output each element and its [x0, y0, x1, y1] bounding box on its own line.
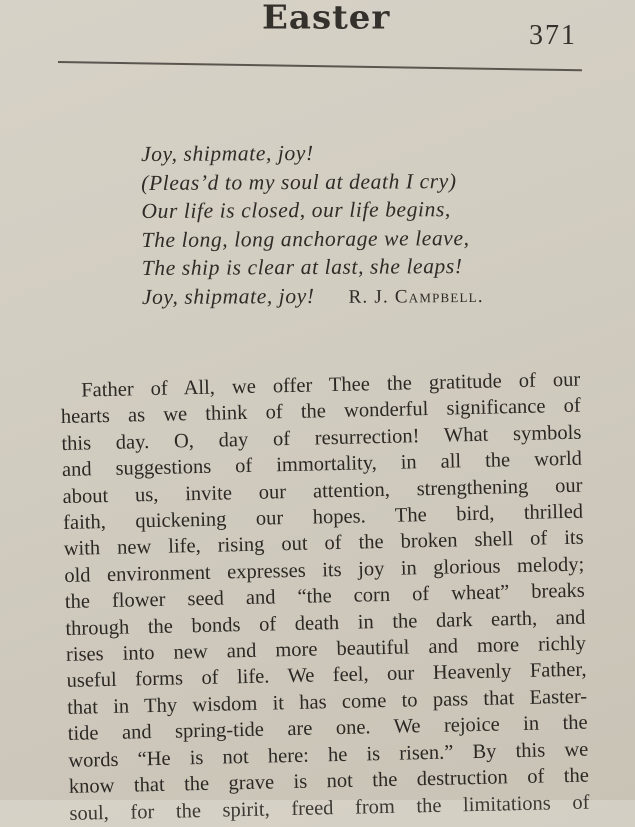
- running-head-title: Easter: [262, 0, 391, 37]
- poem-line: (Pleas’d to my soul at death I cry): [141, 168, 457, 195]
- poem-attribution: R. J. Campbell.: [348, 285, 484, 308]
- prayer-line: tide and spring-tide are one. We rejoice in the: [67, 711, 588, 746]
- prayer-line: this day. O, day of resurrection! What symbols: [61, 421, 582, 455]
- prayer-line: Father of All, we offer Thee the gratitude of our: [81, 368, 581, 402]
- prayer-paragraph: [60, 367, 590, 827]
- prayer-line: words “He is not here: he is risen.” By this we: [68, 738, 589, 772]
- poem-line-text: Joy, shipmate, joy!: [141, 283, 315, 309]
- running-head: [0, 0, 635, 70]
- prayer-line: rises into new and more beautiful and more richly: [65, 632, 587, 666]
- prayer-line: useful forms of life. We feel, our Heavenly Father,: [66, 659, 587, 693]
- prayer-line: the flower seed and “the corn of wheat” breaks: [64, 579, 586, 614]
- poem-line: The long, long anchorage we leave,: [141, 225, 470, 252]
- page-number: 371: [529, 20, 577, 51]
- poem-line: Joy, shipmate, joy!: [141, 140, 314, 166]
- poem-line: The ship is clear at last, she leaps!: [141, 254, 463, 281]
- prayer-line: faith, quickening our hopes. The bird, thrilled: [62, 500, 584, 534]
- prayer-line: old environment expresses its joy in glorious melody;: [64, 553, 585, 587]
- prayer-line: that in Thy wisdom it has come to pass that Easter-: [66, 685, 588, 719]
- prayer-line: and suggestions of immortality, in all the world: [61, 447, 583, 482]
- poem: [141, 137, 582, 313]
- header-rule: [58, 61, 582, 71]
- prayer-line: through the bonds of death in the dark earth, and: [65, 606, 586, 640]
- prayer-line: hearts as we think of the wonderful significance of: [60, 395, 581, 429]
- poem-line-final: [142, 280, 582, 313]
- prayer-line: with new life, rising out of the broken shell of its: [63, 527, 584, 561]
- poem-line: Our life is closed, our life begins,: [141, 197, 451, 224]
- prayer-line: know that the grave is not the destruction of the: [68, 764, 590, 798]
- prayer-line: soul, for the spirit, freed from the limitations of: [69, 791, 590, 825]
- prayer-line: about us, invite our attention, strengthening our: [62, 474, 583, 508]
